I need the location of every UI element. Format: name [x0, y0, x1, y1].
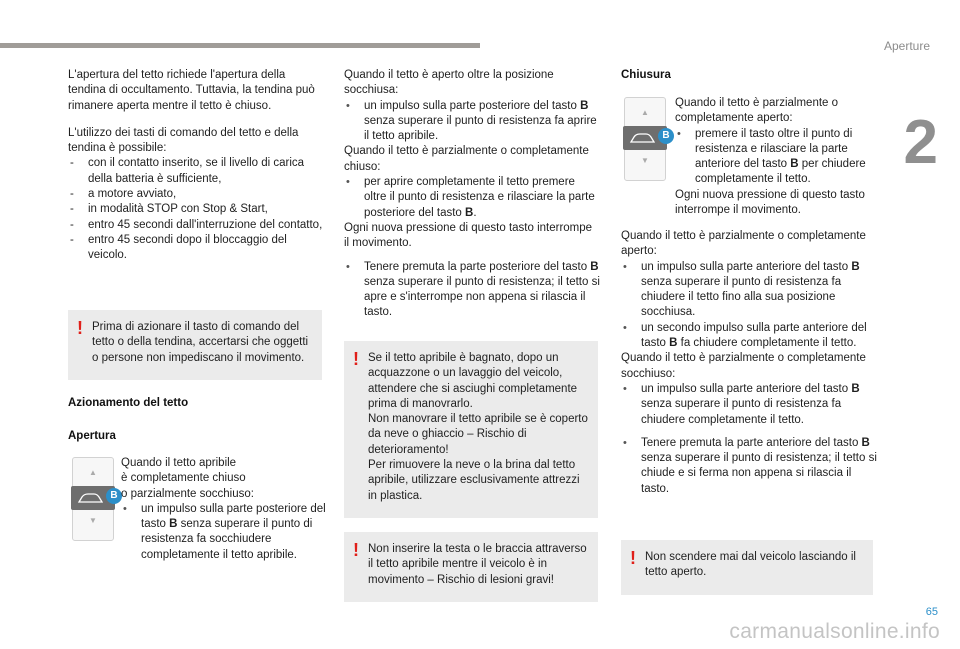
list-item: • un impulso sulla parte anteriore del tasto B senza superare il punto di resistenza fa chiudere completamente il tetto.	[621, 382, 877, 428]
list-item: • Tenere premuta la parte anteriore del tasto B senza superare il punto di resistenza; il tetto si chiude e si ferma non appena si rilascia il tasto.	[621, 436, 877, 497]
conditions-list	[68, 156, 326, 263]
arrow-up-icon: ▲	[89, 468, 97, 477]
opening-instructions: Quando il tetto apribile è completamente chiuso o parzialmente socchiuso: • un impulso sulla parte posteriore del tasto B senza superare il punto di resistenza fa socchiudere completamente il tetto apribile.	[121, 456, 326, 563]
warning-icon: !	[77, 318, 83, 338]
list-item: - in modalità STOP con Stop & Start,	[68, 202, 326, 217]
list-item: - con il contatto inserito, se il livello di carica della batteria è sufficiente,	[68, 156, 326, 187]
warning-icon: !	[353, 540, 359, 560]
list-item: • un impulso sulla parte posteriore del tasto B senza superare il punto di resistenza fa socchiudere completamente il tetto apribile.	[121, 502, 326, 563]
subheading-closing: Chiusura	[621, 69, 671, 81]
warning-box-leave-open: ! Non scendere mai dal veicolo lasciando il tetto aperto.	[621, 540, 873, 595]
column-3-closing: Quando il tetto è parzialmente o completamente aperto: • un impulso sulla parte anteriore del tasto B senza superare il punto di resistenza fa chiudere il tetto fino alla sua posizione socchiusa. • un secondo impulso sulla parte anteriore del tasto B fa chiudere completamente il tetto. Quando il tetto è parzialmente o completamente socchiuso: • un impulso sulla parte anteriore del tasto B senza superare il punto di resistenza fa chiudere completamente il tetto. • Tenere premuta la parte anteriore del tasto B senza superare il punto di resistenza; il tetto si chiude e si ferma non appena si rilascia il tasto.	[621, 229, 877, 497]
list-item: - entro 45 secondi dall'interruzione del contatto,	[68, 218, 326, 233]
paragraph-roof-opening: L'apertura del tetto richiede l'apertura della tendina di occultamento. Tuttavia, la tendina può rimanere aperta mentre il tetto è chiuso.	[68, 69, 315, 112]
subheading-opening: Apertura	[68, 430, 116, 442]
section-heading: Azionamento del tetto	[68, 397, 189, 409]
list-item: • un impulso sulla parte posteriore del tasto B senza superare il punto di resistenza fa aprire il tetto apribile.	[344, 99, 600, 145]
warning-text: Prima di azionare il tasto di comando del tetto o della tendina, accertarsi che oggetti o persone non impediscano il movimento.	[92, 321, 309, 364]
car-roof-icon	[629, 131, 655, 145]
roof-switch-illustration	[624, 97, 670, 181]
column-2-opening: Quando il tetto è aperto oltre la posizione socchiusa: • un impulso sulla parte posteriore del tasto B senza superare il punto di resistenza fa aprire il tetto apribile. Quando il tetto è parzialmente o completamente chiuso: • per aprire completamente il tetto premere oltre il punto di resistenza e rilasciare la parte posteriore del tasto B. Ogni nuova pressione di questo tasto interrompe il movimento. • Tenere premuta la parte posteriore del tasto B senza superare il punto di resistenza; il tetto si apre e s'interrompe non appena si rilascia il tasto.	[344, 68, 600, 321]
chapter-number: 2	[903, 108, 938, 177]
car-roof-icon	[77, 491, 103, 505]
warning-box-head-arms: ! Non inserire la testa o le braccia attraverso il tetto apribile mentre il veicolo è in movimento – Rischio di lesioni gravi!	[344, 532, 598, 602]
list-item: • premere il tasto oltre il punto di resistenza e rilasciare la parte anteriore del tasto B per chiudere completamente il tetto.	[675, 127, 880, 188]
arrow-down-icon: ▼	[89, 516, 97, 525]
paragraph-usage: L'utilizzo dei tasti di comando del tetto e della tendina è possibile:	[68, 126, 299, 155]
closing-instructions: Quando il tetto è parzialmente o completamente aperto: • premere il tasto oltre il punto di resistenza e rilasciare la parte anteriore del tasto B per chiudere completamente il tetto. Ogni nuova pressione di questo tasto interrompe il movimento.	[675, 96, 880, 218]
warning-box-wet-roof: ! Se il tetto apribile è bagnato, dopo un acquazzone o un lavaggio del veicolo, attendere che si asciughi completamente prima di manovrarlo. Non manovrare il tetto apribile se è coperto da neve o ghiaccio – Rischio di deterioramento! Per rimuovere la neve o la brina dal tetto apribile, utilizzare esclusivamente attrezzi in plastica.	[344, 341, 598, 518]
label-b-badge: B	[106, 488, 122, 504]
roof-switch-illustration	[72, 457, 118, 541]
warning-icon: !	[630, 548, 636, 568]
label-b-badge: B	[658, 128, 674, 144]
page-number: 65	[925, 606, 938, 618]
list-item: • Tenere premuta la parte posteriore del tasto B senza superare il punto di resistenza; il tetto si apre e s'interrompe non appena si rilascia il tasto.	[344, 260, 600, 321]
warning-box-obstacles	[68, 310, 322, 380]
arrow-up-icon: ▲	[641, 108, 649, 117]
list-item: • un impulso sulla parte anteriore del tasto B senza superare il punto di resistenza fa chiudere il tetto fino alla sua posizione socchiusa.	[621, 260, 877, 321]
section-title: Aperture	[883, 39, 930, 53]
list-item: • per aprire completamente il tetto premere oltre il punto di resistenza e rilasciare la parte posteriore del tasto B.	[344, 175, 600, 221]
top-divider-bar	[0, 43, 480, 48]
warning-icon: !	[353, 349, 359, 369]
column-1-intro	[68, 68, 326, 264]
list-item: • un secondo impulso sulla parte anteriore del tasto B fa chiudere completamente il tetto.	[621, 321, 877, 352]
list-item: - a motore avviato,	[68, 187, 326, 202]
arrow-down-icon: ▼	[641, 156, 649, 165]
list-item: - entro 45 secondi dopo il bloccaggio del veicolo.	[68, 233, 326, 264]
watermark-text: carmanualsonline.info	[729, 620, 940, 643]
